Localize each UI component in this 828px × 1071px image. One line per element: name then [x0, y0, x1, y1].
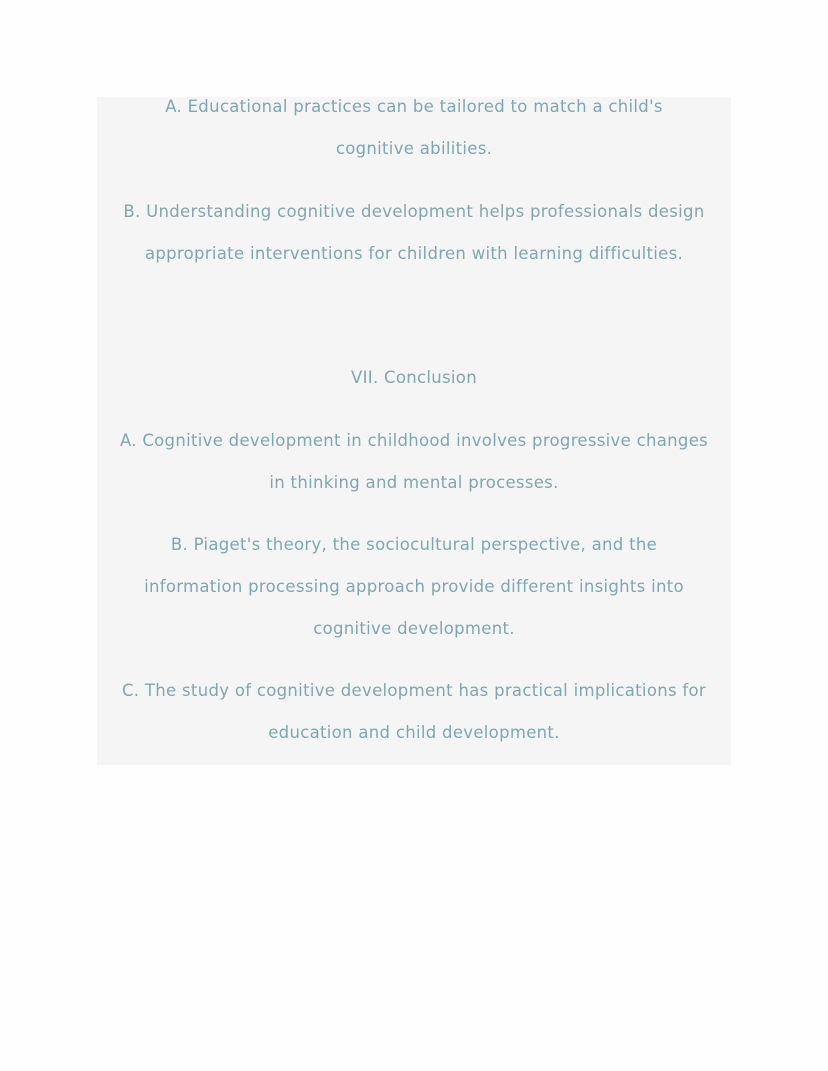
conclusion-item-b-line-2: information processing approach provide different insights into: [144, 577, 684, 596]
conclusion-item-b-line-3: cognitive development.: [313, 619, 515, 638]
conclusion-item-a-line-1: A. Cognitive development in childhood involves progressive changes: [119, 431, 709, 450]
content-block: [97, 97, 731, 765]
conclusion-item-b-line-1: B. Piaget's theory, the sociocultural perspective, and the: [170, 535, 658, 554]
section-vi-item-b-line-1: B. Understanding cognitive development helps professionals design: [123, 202, 705, 221]
conclusion-item-a-line-2: in thinking and mental processes.: [269, 473, 559, 492]
conclusion-item-c-line-1: C. The study of cognitive development has practical implications for: [121, 681, 707, 700]
section-vi-item-a-line-1: A. Educational practices can be tailored to match a child's: [165, 97, 663, 116]
section-vi-item-b-line-2: appropriate interventions for children with learning difficulties.: [144, 244, 684, 263]
conclusion-item-c-line-2: education and child development.: [268, 723, 560, 742]
conclusion-heading: VII. Conclusion: [351, 368, 477, 387]
section-vi-item-a-line-2: cognitive abilities.: [335, 139, 493, 158]
